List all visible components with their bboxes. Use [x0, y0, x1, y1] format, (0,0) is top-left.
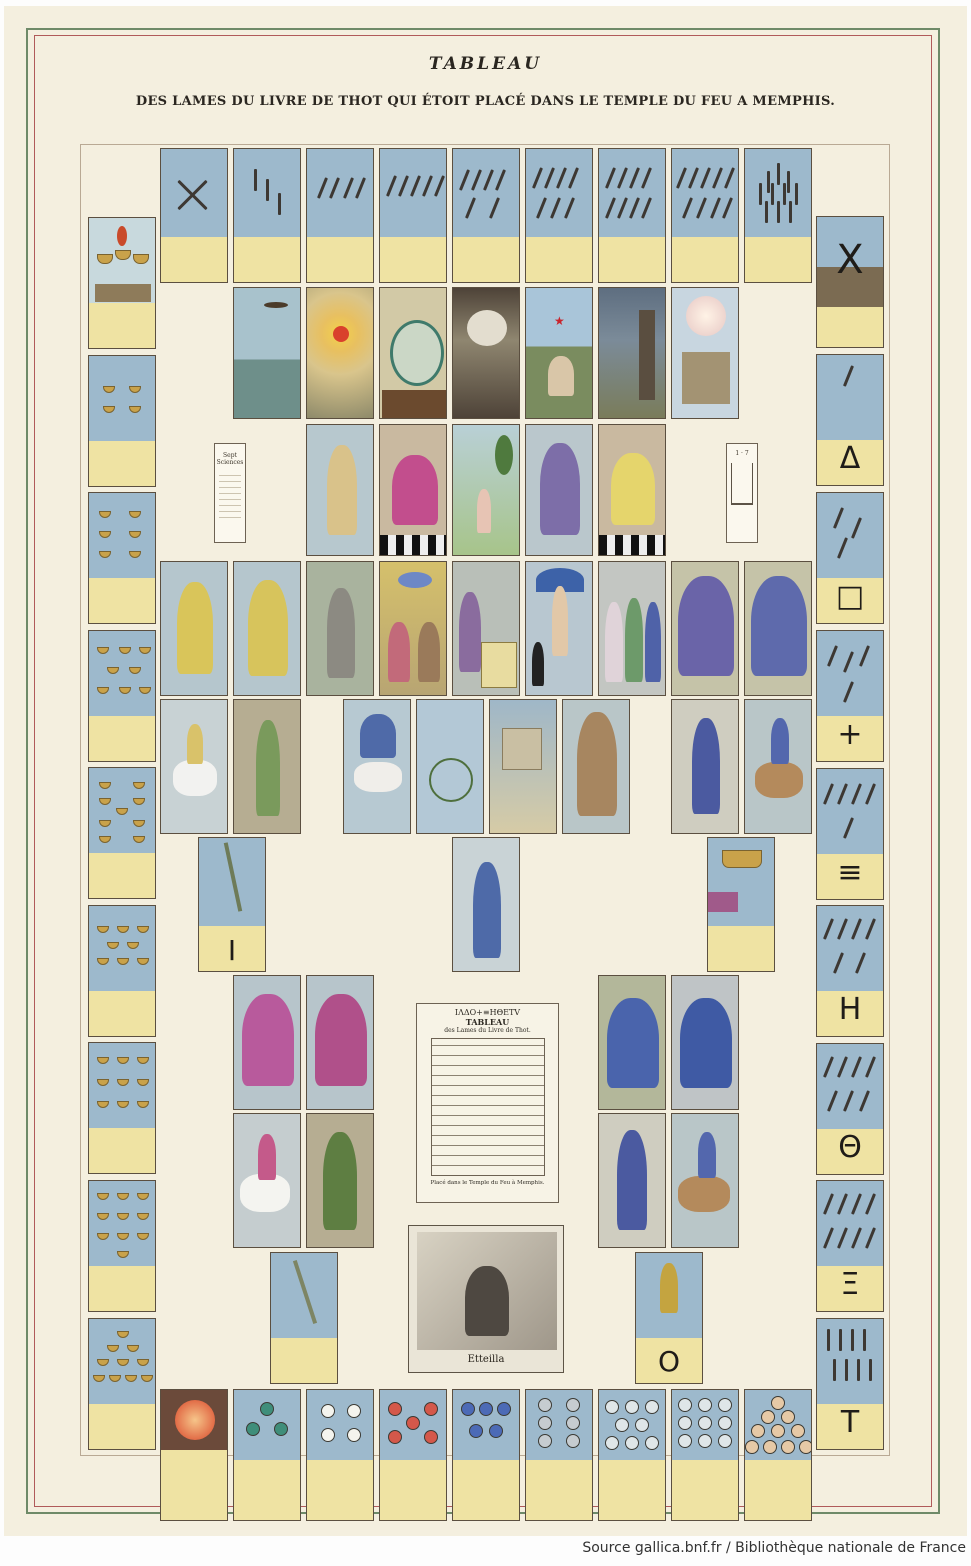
plaque-line-2: Sciences: [216, 459, 244, 466]
plaque-number: 1 · 7: [735, 450, 749, 457]
cups-card-6[interactable]: [88, 905, 156, 1037]
cloud-icon: [467, 310, 507, 346]
trump-card-priestess-altar[interactable]: [452, 561, 520, 696]
center-tableau-plate: [416, 1003, 559, 1203]
trump-card-strength[interactable]: [379, 424, 447, 556]
trump-card-king-staff[interactable]: [160, 561, 228, 696]
trump-card-death[interactable]: [306, 561, 374, 696]
right-card-7[interactable]: [816, 1043, 884, 1175]
hand-statue-card[interactable]: [635, 1252, 703, 1384]
coins-card-2[interactable]: [233, 1389, 301, 1521]
trump-card-judgement[interactable]: [379, 561, 447, 696]
knight-of-cups-card[interactable]: [744, 699, 812, 834]
trump-card-devil-idol[interactable]: [525, 561, 593, 696]
trump-card-lovers[interactable]: [598, 561, 666, 696]
right-card-2[interactable]: [816, 354, 884, 486]
knight-of-cups-lower-card[interactable]: [671, 1113, 739, 1248]
source-credit: Source gallica.bnf.fr / Bibliothèque nationale de France: [582, 1540, 966, 1556]
coins-card-6[interactable]: [525, 1389, 593, 1521]
cups-card-7[interactable]: [88, 1042, 156, 1174]
checkered-floor: [380, 535, 446, 555]
letter-plus: +: [837, 717, 863, 752]
letter-xi: Ξ: [840, 1267, 860, 1302]
swords-card-3[interactable]: [233, 148, 301, 283]
trump-card-ruins[interactable]: [489, 699, 557, 834]
radiance-icon: [686, 296, 726, 336]
letter-theta: Θ: [838, 1130, 862, 1165]
swords-card-5[interactable]: [379, 148, 447, 283]
knight-of-swords-card[interactable]: [160, 699, 228, 834]
right-card-3[interactable]: [816, 492, 884, 624]
trump-card-radiant-altar[interactable]: [671, 287, 739, 419]
hand-sword-card[interactable]: [270, 1252, 338, 1384]
trump-card-chariot[interactable]: [343, 699, 411, 834]
seven-sciences-plaque: [214, 443, 246, 543]
coins-card-9[interactable]: [744, 1389, 812, 1521]
page-of-swords-lower-card[interactable]: [306, 1113, 374, 1248]
knight-of-swords-lower-card[interactable]: [233, 1113, 301, 1248]
king-of-cups-card[interactable]: [671, 975, 739, 1110]
trump-card-star[interactable]: [525, 287, 593, 419]
ace-of-swords-card[interactable]: [198, 837, 266, 972]
star-icon: ★: [554, 314, 565, 328]
cups-card-4[interactable]: [88, 630, 156, 762]
page-of-cups-lower-card[interactable]: [598, 1113, 666, 1248]
trump-card-king-yellow[interactable]: [233, 561, 301, 696]
temple-icon: [502, 728, 542, 770]
trump-card-clouds[interactable]: [452, 287, 520, 419]
sun-icon: [333, 326, 349, 342]
letter-o: O: [657, 1345, 681, 1378]
tower-icon: [639, 310, 655, 400]
trump-card-moon-dogs[interactable]: [379, 287, 447, 419]
right-card-6[interactable]: [816, 905, 884, 1037]
letter-square: □: [835, 579, 865, 614]
coins-card-4[interactable]: [379, 1389, 447, 1521]
horse-icon: [173, 760, 217, 796]
candelabrum-plaque: [726, 443, 758, 543]
trump-card-sun[interactable]: [306, 287, 374, 419]
cups-card-5[interactable]: [88, 767, 156, 899]
trump-card-pope[interactable]: [671, 561, 739, 696]
right-card-5[interactable]: [816, 768, 884, 900]
plaque-line-1: Sept: [223, 452, 237, 459]
trump-card-emperor-blue[interactable]: [744, 561, 812, 696]
layout-grid: [431, 1038, 545, 1176]
swords-card-8[interactable]: [598, 148, 666, 283]
sword-icon: [293, 1260, 317, 1324]
swords-card-2[interactable]: [160, 148, 228, 283]
queen-of-swords-card[interactable]: [306, 975, 374, 1110]
swords-card-9[interactable]: [671, 148, 739, 283]
candelabrum-icon: [731, 463, 753, 505]
trump-card-tower[interactable]: [598, 287, 666, 419]
cups-card-2[interactable]: [88, 355, 156, 487]
cups-card-9[interactable]: [88, 1318, 156, 1450]
horse-icon: [755, 762, 803, 798]
trump-card-birds-sea[interactable]: [233, 287, 301, 419]
plate-subtitle: des Lames du Livre de Thot.: [444, 1027, 531, 1034]
ace-of-cups-card[interactable]: [707, 837, 775, 972]
cups-ace-card[interactable]: [88, 217, 156, 349]
coins-card-5[interactable]: [452, 1389, 520, 1521]
coins-card-7[interactable]: [598, 1389, 666, 1521]
cups-card-3[interactable]: [88, 492, 156, 624]
trump-card-wheel[interactable]: [416, 699, 484, 834]
trump-card-justice[interactable]: [598, 424, 666, 556]
plate-title: TABLEAU: [465, 1017, 510, 1027]
trump-card-hermes[interactable]: [306, 424, 374, 556]
trump-card-tree-figure[interactable]: [452, 424, 520, 556]
page-of-swords-card[interactable]: [233, 699, 301, 834]
letter-t: T: [840, 1405, 860, 1440]
angel-icon: [398, 572, 432, 588]
right-card-4[interactable]: [816, 630, 884, 762]
letter-x: X: [836, 237, 864, 283]
flame-coin-icon: [175, 1400, 215, 1440]
right-card-8[interactable]: [816, 1180, 884, 1312]
swords-card-6[interactable]: [452, 148, 520, 283]
king-of-swords-card[interactable]: [233, 975, 301, 1110]
coins-card-8[interactable]: [671, 1389, 739, 1521]
page-subtitle: DES LAMES DU LIVRE DE THOT QUI ÉTOIT PLACÉ DANS LE TEMPLE DU FEU A MEMPHIS.: [135, 94, 836, 109]
right-card-1[interactable]: [816, 216, 884, 348]
queen-of-cups-card[interactable]: [598, 975, 666, 1110]
page-of-cups-card[interactable]: [671, 699, 739, 834]
letter-h: H: [838, 992, 862, 1027]
etteilla-portrait: [408, 1225, 564, 1373]
portrait-caption: Etteilla: [467, 1354, 505, 1365]
tree-icon: [495, 435, 513, 475]
cups-card-8[interactable]: [88, 1180, 156, 1312]
flame-icon: [117, 226, 127, 246]
sword-icon: [224, 842, 242, 911]
bird-icon: [264, 302, 288, 308]
trump-card-temperance[interactable]: [525, 424, 593, 556]
swords-card-10[interactable]: [744, 148, 812, 283]
ace-of-coins-card[interactable]: [160, 1389, 228, 1521]
cup-icon: [722, 850, 762, 868]
page-title: TABLEAU: [428, 54, 543, 74]
letter-i: I: [227, 934, 237, 967]
coins-card-3[interactable]: [306, 1389, 374, 1521]
trump-card-hermit[interactable]: [562, 699, 630, 834]
trump-card-fool[interactable]: [452, 837, 520, 972]
wheel-icon: [429, 758, 473, 802]
letter-triple-bar: ≡: [837, 855, 863, 890]
glyph-row: ΙΛΔΟ+≡HΘETV: [454, 1008, 521, 1017]
right-card-9[interactable]: [816, 1318, 884, 1450]
plate-footer: Placé dans le Temple du Feu à Memphis.: [430, 1180, 545, 1186]
statue-icon: [660, 1263, 678, 1313]
moon-circle-icon: [390, 320, 444, 386]
swords-card-4[interactable]: [306, 148, 374, 283]
letter-delta: Δ: [839, 441, 861, 476]
swords-card-7[interactable]: [525, 148, 593, 283]
